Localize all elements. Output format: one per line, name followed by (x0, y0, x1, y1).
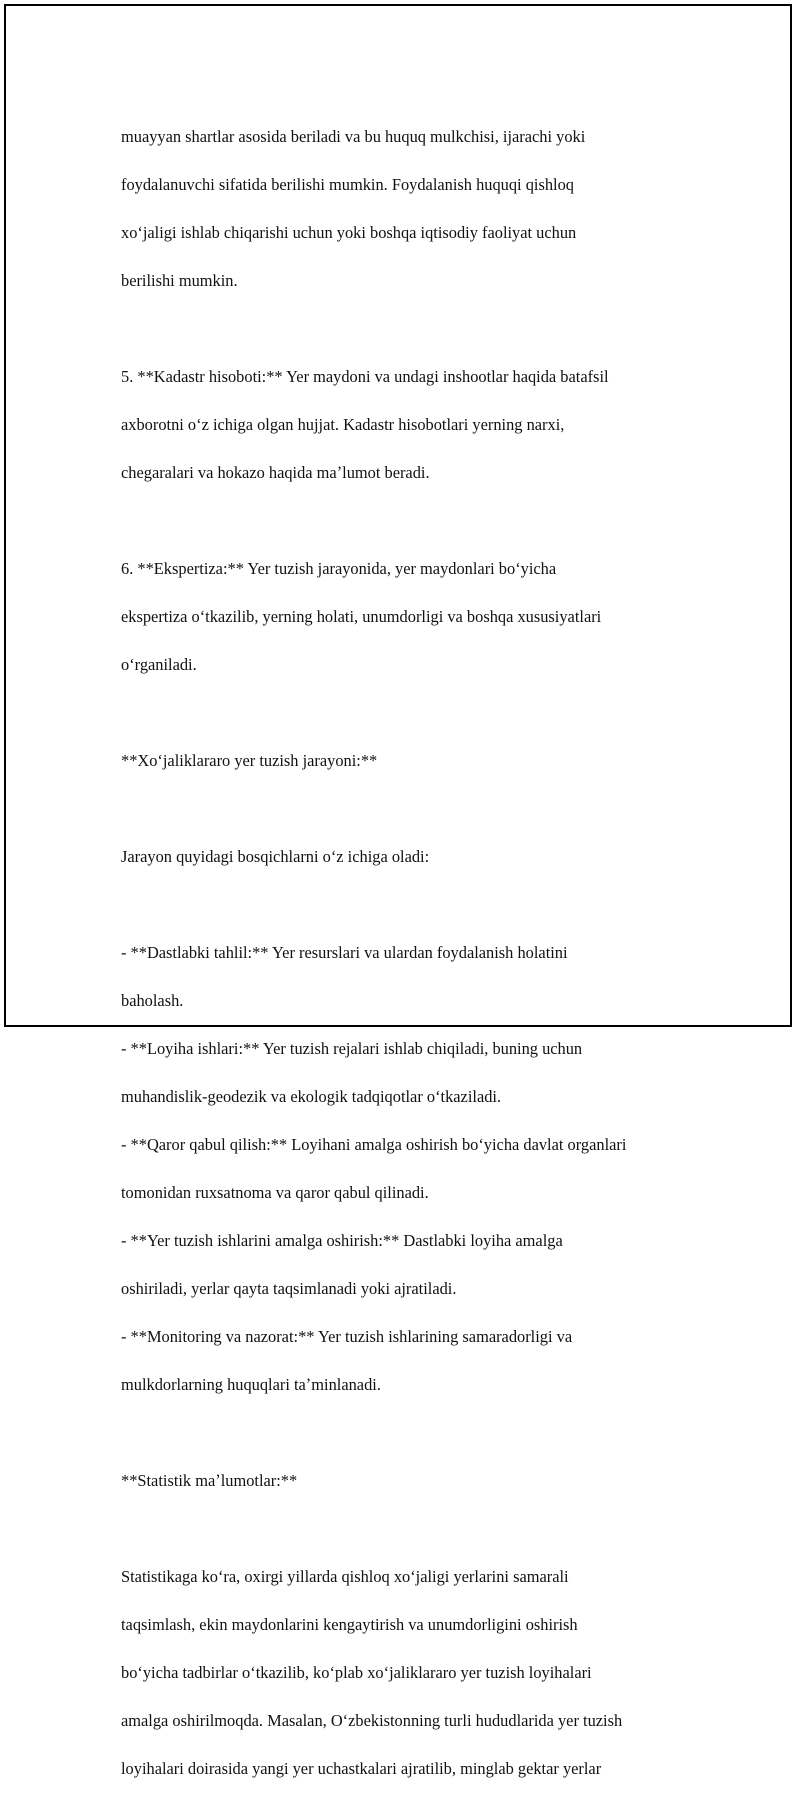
section-heading-process (121, 725, 701, 797)
heading-line: **Xoʻjaliklararo yer tuzish jarayoni:** (121, 751, 378, 770)
text-line: 6. **Ekspertiza:** Yer tuzish jarayonida, yer maydonlari boʻyicha (121, 559, 557, 578)
text-line: berilishi mumkin. (121, 271, 238, 290)
list-item-continuation: mulkdorlarning huquqlari taʼminlanadi. (121, 1375, 381, 1394)
list-item: - **Loyiha ishlari:** Yer tuzish rejalari ishlab chiqiladi, buning uchun (121, 1039, 583, 1058)
text-line: loyihalari doirasida yangi yer uchastkalari ajratilib, minglab gektar yerlar (121, 1759, 602, 1778)
stages-list (121, 917, 701, 1421)
text-line: oʻrganiladi. (121, 655, 197, 674)
text-line: chegaralari va hokazo haqida maʼlumot beradi. (121, 463, 430, 482)
text-line: boʻyicha tadbirlar oʻtkazilib, koʻplab xoʻjaliklararo yer tuzish loyihalari (121, 1663, 592, 1682)
list-item-continuation: tomonidan ruxsatnoma va qaror qabul qilinadi. (121, 1183, 429, 1202)
paragraph-expertise (121, 533, 701, 701)
text-line: ekspertiza oʻtkazilib, yerning holati, unumdorligi va boshqa xususiyatlari (121, 607, 602, 626)
text-line: 5. **Kadastr hisoboti:** Yer maydoni va undagi inshootlar haqida batafsil (121, 367, 609, 386)
text-line: xoʻjaligi ishlab chiqarishi uchun yoki boshqa iqtisodiy faoliyat uchun (121, 223, 577, 242)
list-item: - **Dastlabki tahlil:** Yer resurslari va ulardan foydalanish holatini (121, 943, 568, 962)
text-line: Statistikaga koʻra, oxirgi yillarda qishloq xoʻjaligi yerlarini samarali (121, 1567, 569, 1586)
paragraph-usage-rights (121, 101, 701, 317)
paragraph-cadastre-report (121, 341, 701, 509)
text-line: axborotni oʻz ichiga olgan hujjat. Kadastr hisobotlari yerning narxi, (121, 415, 565, 434)
text-line: taqsimlash, ekin maydonlarini kengaytirish va unumdorligini oshirish (121, 1615, 578, 1634)
list-item-continuation: oshiriladi, yerlar qayta taqsimlanadi yoki ajratiladi. (121, 1279, 457, 1298)
text-line: muayyan shartlar asosida beriladi va bu huquq mulkchisi, ijarachi yoki (121, 127, 586, 146)
text-line: foydalanuvchi sifatida berilishi mumkin. Foydalanish huquqi qishloq (121, 175, 574, 194)
list-item: - **Yer tuzish ishlarini amalga oshirish:** Dastlabki loyiha amalga (121, 1231, 563, 1250)
text-line: amalga oshirilmoqda. Masalan, Oʻzbekistonning turli hududlarida yer tuzish (121, 1711, 623, 1730)
list-item-continuation: baholash. (121, 991, 184, 1010)
heading-line: **Statistik maʼlumotlar:** (121, 1471, 298, 1490)
text-line: Jarayon quyidagi bosqichlarni oʻz ichiga oladi: (121, 847, 430, 866)
paragraph-stages-intro (121, 821, 701, 893)
list-item-continuation: muhandislik-geodezik va ekologik tadqiqotlar oʻtkaziladi. (121, 1087, 502, 1106)
document-page (4, 4, 792, 1778)
paragraph-statistics (121, 1541, 701, 1805)
section-heading-statistics (121, 1445, 701, 1517)
list-item: - **Monitoring va nazorat:** Yer tuzish ishlarining samaradorligi va (121, 1327, 573, 1346)
document-body (121, 101, 701, 1805)
list-item: - **Qaror qabul qilish:** Loyihani amalga oshirish boʻyicha davlat organlari (121, 1135, 627, 1154)
